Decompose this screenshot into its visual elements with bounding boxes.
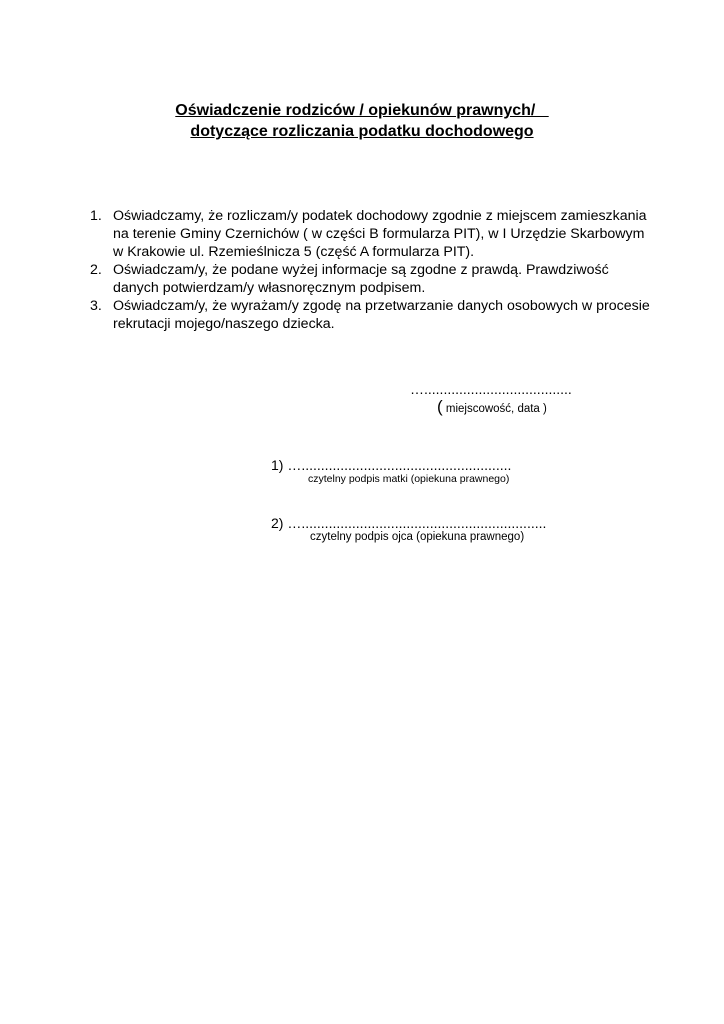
mother-signature-caption: czytelny podpis matki (opiekuna prawnego) [308, 473, 510, 485]
mother-signature-line: 1) …...................................................... [271, 457, 512, 473]
father-signature-caption: czytelny podpis ojca (opiekuna prawnego) [310, 531, 525, 543]
declaration-item-text: Oświadczamy, że rozliczam/y podatek dochodowy zgodnie z miejscem zamieszkania na terenie Gminy Czernichów ( w części B formularza PIT), w I Urzędzie Skarbowym w Krakowie ul. Rzemieślnicza 5 (część A formularza PIT). [113, 208, 647, 260]
place-date-line: …...................................... [410, 381, 572, 397]
declaration-item [90, 261, 650, 297]
declaration-list [90, 207, 650, 333]
declaration-item-number: 1. [90, 208, 102, 224]
document-title-line-2: dotyczące rozliczania podatku dochodowego [190, 123, 534, 140]
father-signature-line: 2) …............................................................... [271, 515, 547, 531]
place-date-paren: ( [437, 397, 443, 416]
declaration-item-text: Oświadczam/y, że wyrażam/y zgodę na przetwarzanie danych osobowych w procesie rekrutacji mojego/naszego dziecka. [113, 298, 650, 332]
document-title-line-1: Oświadczenie rodziców / opiekunów prawnych/ [175, 102, 549, 119]
declaration-item [90, 207, 650, 261]
place-date-caption [437, 397, 547, 419]
declaration-item-number: 3. [90, 298, 102, 314]
declaration-item-text: Oświadczam/y, że podane wyżej informacje są zgodne z prawdą. Prawdziwość danych potwierdzam/y własnoręcznym podpisem. [113, 262, 609, 296]
declaration-item [90, 297, 650, 333]
place-date-caption-text: miejscowość, data ) [442, 403, 547, 415]
declaration-item-number: 2. [90, 262, 102, 278]
